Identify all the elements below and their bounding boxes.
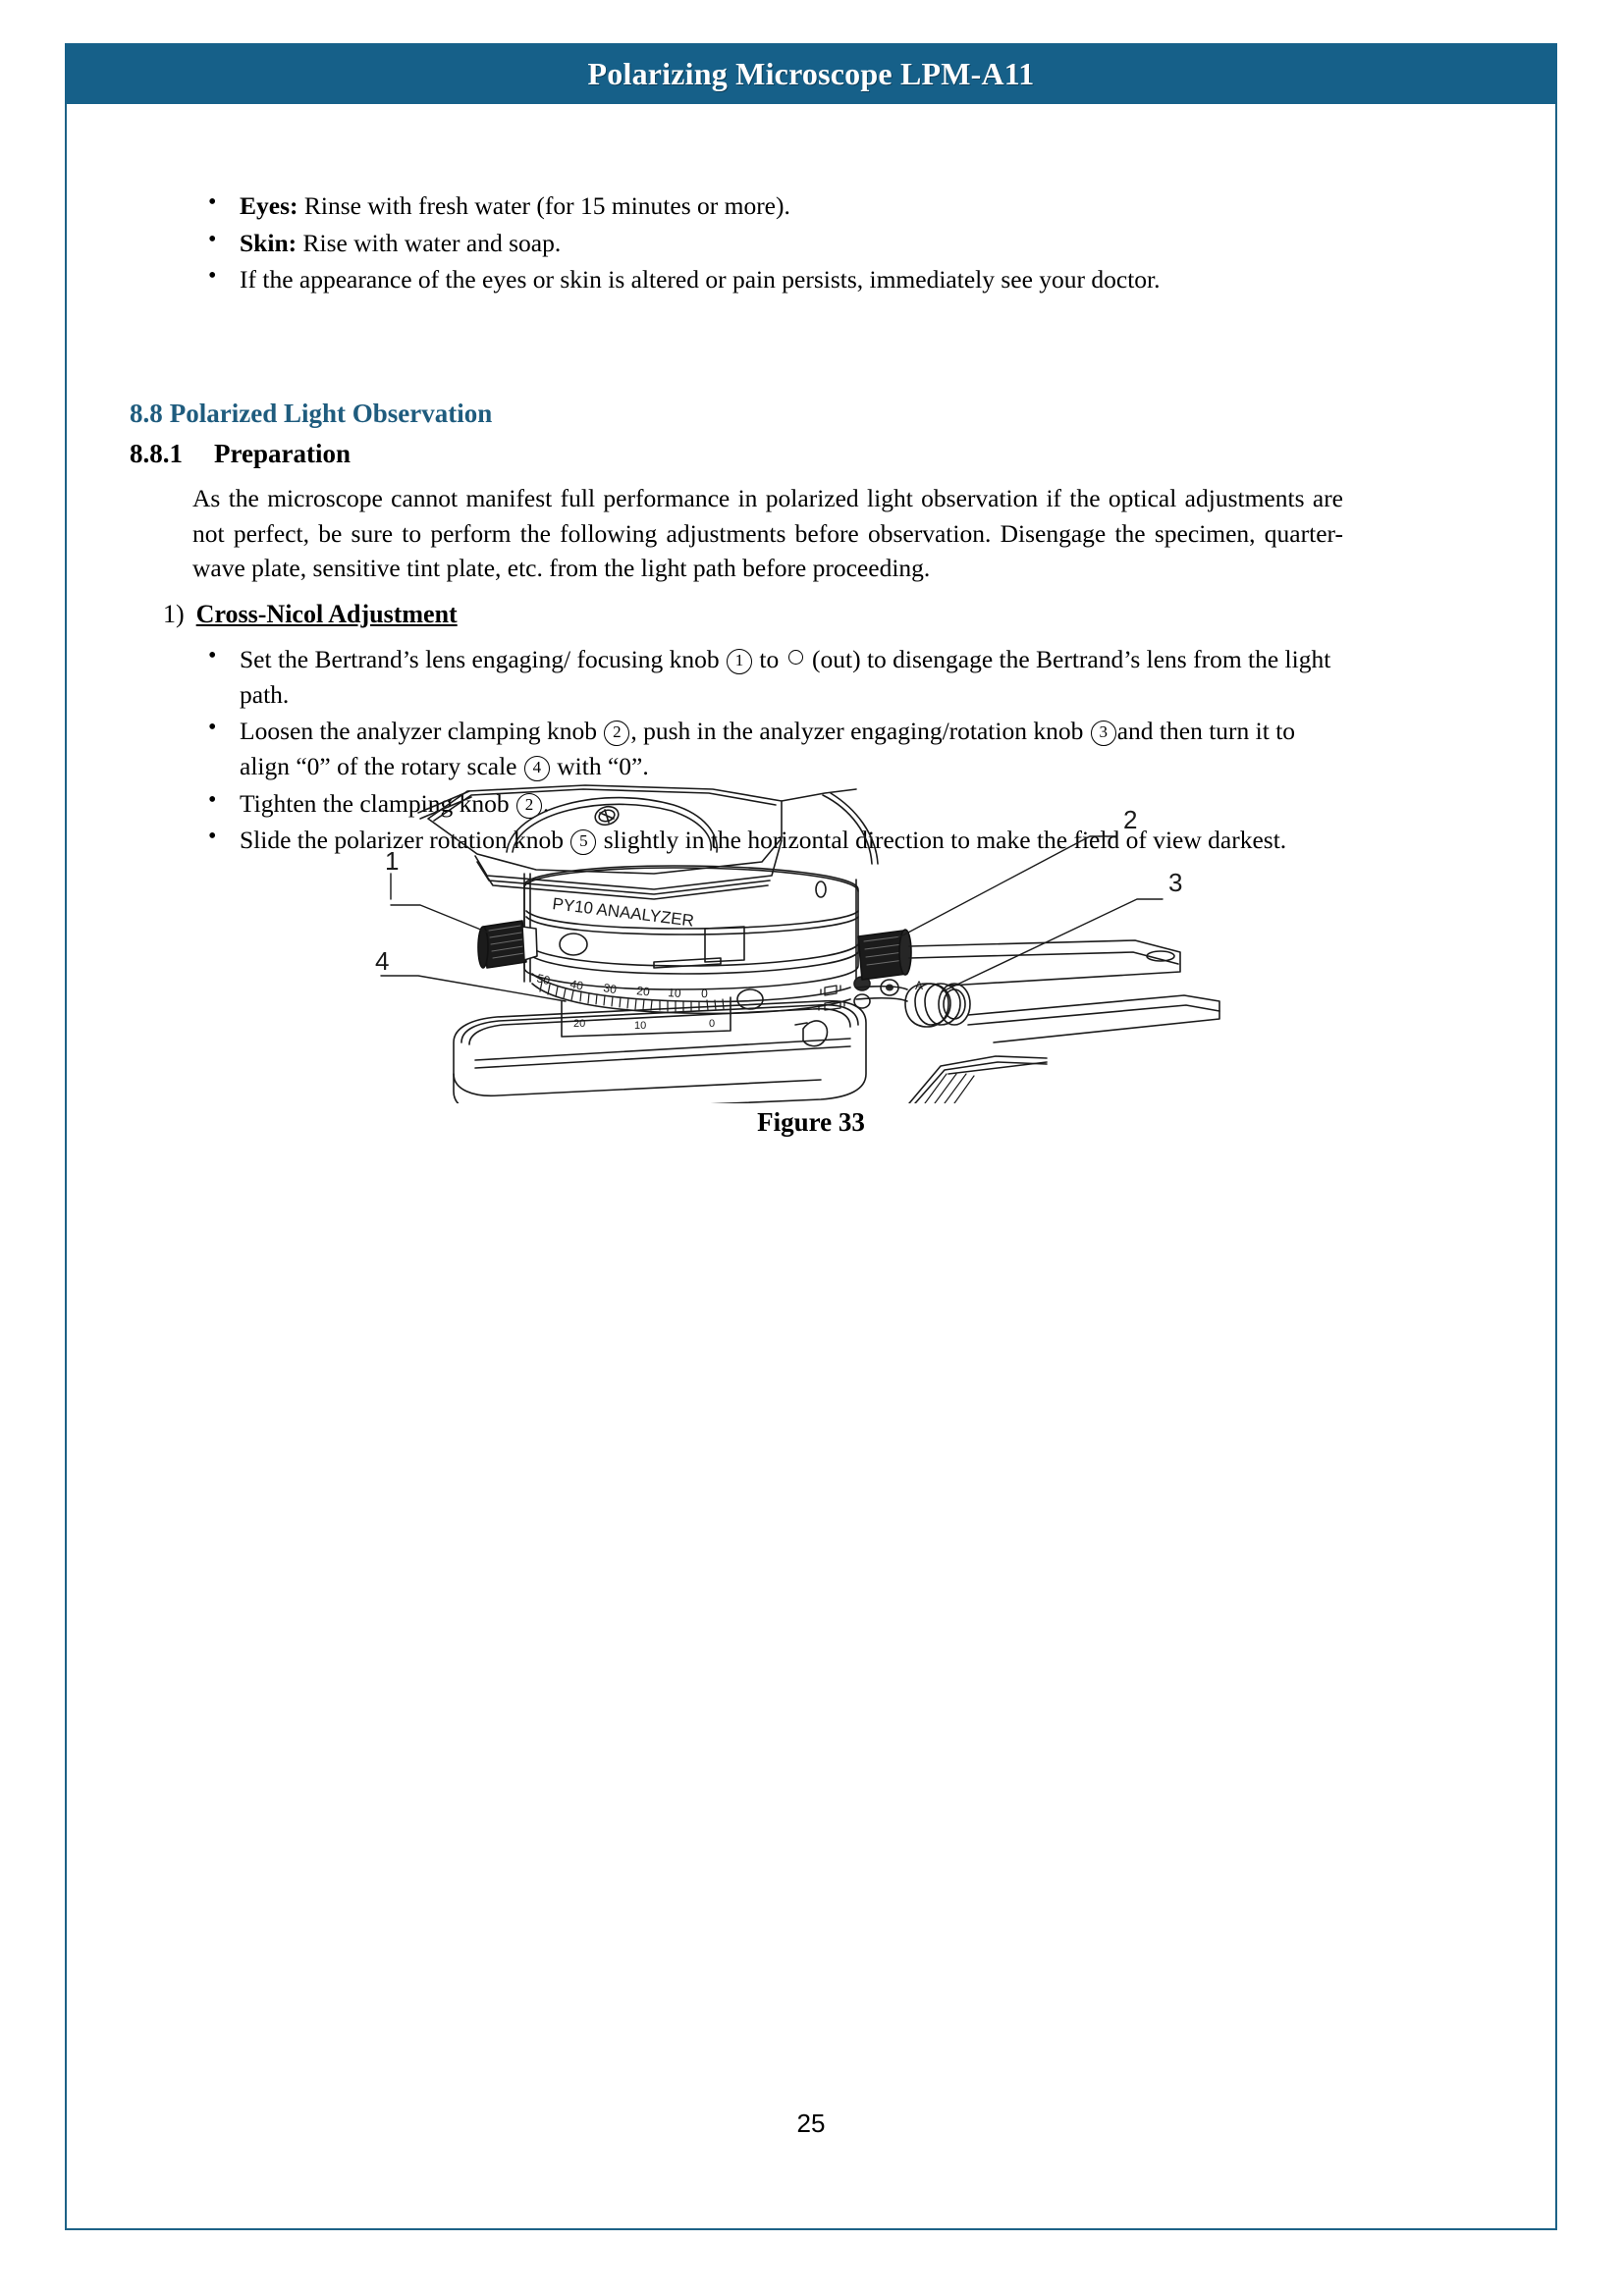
- figure-33-illustration: [359, 779, 1243, 1103]
- page-number: 25: [796, 2109, 826, 2138]
- step-text: and then turn it to align “0” of the rotary scale: [240, 717, 1296, 781]
- scale-tick-label: 10: [667, 986, 682, 1001]
- list-item: [192, 188, 1341, 224]
- rotary-scale-numbers: [535, 971, 708, 1000]
- analyzer-body-label: PY10 ANAALYZER: [551, 894, 695, 931]
- cross-nicol-heading: [163, 600, 458, 629]
- vernier-tick-label: 20: [573, 1018, 586, 1030]
- step-item: [192, 714, 1346, 783]
- callout-number-3: 3: [1168, 868, 1183, 897]
- list-item-text: Rinse with fresh water (for 15 minutes or more).: [298, 191, 790, 220]
- page-header-banner: [65, 43, 1557, 104]
- list-item-lead: Skin:: [240, 228, 298, 257]
- circled-number-4: 4: [524, 756, 550, 781]
- list-item-text: If the appearance of the eyes or skin is altered or pain persists, immediately see your doctor.: [240, 265, 1161, 294]
- microscope-analyzer-line-drawing: [359, 779, 1243, 1103]
- vernier-tick-label: 10: [634, 1020, 647, 1032]
- out-position-icon: [788, 650, 803, 665]
- page-content: [65, 104, 1557, 2230]
- step-text: , push in the analyzer engaging/rotation knob: [630, 717, 1090, 746]
- svg-text:A: A: [915, 979, 924, 992]
- circled-number-5: 5: [570, 829, 596, 855]
- step-text: to: [753, 645, 785, 673]
- callout-number-2: 2: [1123, 805, 1138, 834]
- circled-number-2: 2: [604, 721, 629, 746]
- section-heading-8-8-1: [130, 439, 351, 469]
- step-text: .: [542, 788, 550, 818]
- callout-number-1: 1: [385, 846, 400, 876]
- list-item: [192, 226, 1341, 261]
- circled-number-2: 2: [516, 793, 542, 819]
- section-title: Polarized Light Observation: [169, 399, 493, 428]
- item-title: Cross-Nicol Adjustment: [195, 600, 458, 628]
- step-text: Tighten the clamping knob: [240, 788, 515, 818]
- step-text: Set the Bertrand’s lens engaging/ focusing knob: [240, 645, 727, 673]
- step-text: (out) to disengage the Bertrand’s lens from the light path.: [240, 645, 1331, 709]
- vernier-tick-label: 0: [709, 1018, 716, 1030]
- item-index: 1): [163, 600, 185, 628]
- subsection-number: 8.8.1: [130, 439, 183, 468]
- circled-number-1: 1: [727, 649, 752, 674]
- step-text: with “0”.: [550, 752, 649, 781]
- preparation-paragraph: As the microscope cannot manifest full performance in polarized light observation if the optical adjustments are not perfect, be sure to perform the following adjustments before observation. Disengage the specimen, quarter-wave plate, sensitive tint plate, etc. from the light path before proceeding.: [192, 484, 1343, 583]
- page-title: Polarizing Microscope LPM-A11: [587, 55, 1035, 91]
- scale-tick-label: 50: [535, 971, 552, 988]
- subsection-title: Preparation: [214, 439, 351, 468]
- section-number: 8.8: [130, 399, 163, 428]
- step-text: slightly in the horizontal direction to make the field of view darkest.: [597, 826, 1287, 855]
- circled-number-3: 3: [1091, 721, 1116, 746]
- scale-tick-label: 40: [568, 977, 585, 993]
- list-item-text: Rise with water and soap.: [297, 228, 562, 257]
- figure-caption: Figure 33: [757, 1107, 865, 1137]
- step-text: Slide the polarizer rotation knob: [240, 826, 570, 855]
- scale-tick-label: 20: [635, 984, 651, 999]
- list-item-lead: Eyes:: [240, 191, 298, 220]
- scale-tick-label: 30: [602, 981, 618, 997]
- callout-number-4: 4: [375, 946, 390, 976]
- step-item: [192, 642, 1346, 712]
- section-heading-8-8: [130, 399, 492, 429]
- scale-tick-label: 0: [700, 987, 709, 1001]
- first-aid-bullet-list: [192, 188, 1341, 299]
- step-text: Loosen the analyzer clamping knob: [240, 717, 604, 746]
- list-item: [192, 262, 1341, 297]
